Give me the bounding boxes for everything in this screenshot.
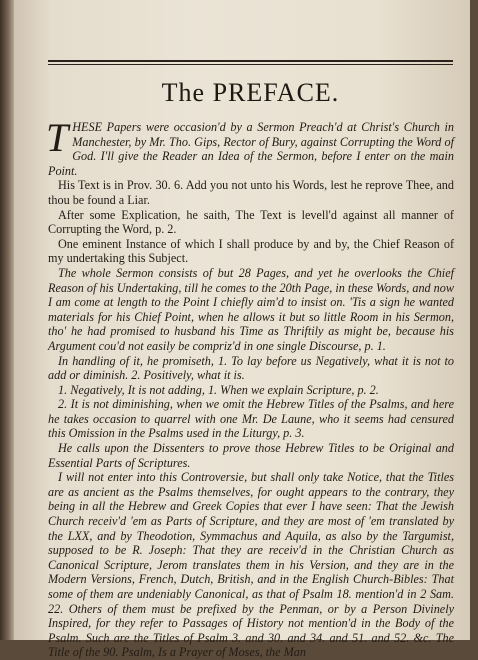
paragraph-text: After some Explication, he saith, The Text is levell'd against all manner of Corrupting the Word, p. 2.	[48, 207, 454, 237]
paragraph-text: 1. Negatively, It is not adding, 1. When we explain Scripture, p. 2.	[58, 382, 379, 397]
drop-cap: T	[46, 115, 69, 160]
header-rule-thin	[48, 64, 453, 65]
paragraph-text: His Text is in Prov. 30. 6. Add you not unto his Words, lest he reprove Thee, and thou be found a Liar.	[48, 178, 454, 207]
paragraph-text: I will not enter into this Controversie, but shall only take Notice, that the Titles are as ancient as the Psalms themselves, for ought appears to the contrary, they being in all the Hebrew and Greek Copies that ever I have seen: That the Jewish Church receiv'd 'em as Parts of Scripture, and they are most of 'em translated by the LXX, and by Theodotion, Symmachus and Aquila, as also by the Targumist, supposed to be R. Joseph: That they are receiv'd in the Christian Church as Canonical Scripture, Jerom translates them in his Version, and they are in the Modern Versions, French, Dutch, British, and in the English Church-Bibles: That some of them are undeniably Canonical, as that of Psalm 18. mention'd in 2 Sam. 22. Others of them must be prefixed by the Penman, or by a Person Divinely Inspired, for they refer to Passages of History not mention'd in the Body of the Psalm. Such are the Titles of Psalm 3. and 30. and 34. and 51. and 52. &c. The Title of the 90. Psalm, Is a Prayer of Moses, the Man	[48, 470, 454, 660]
paragraph-text: One eminent Instance of which I shall produce by and by, the Chief Reason of my undertaking this Subject.	[48, 236, 454, 266]
paragraph-2	[48, 178, 454, 207]
paragraph-4	[48, 237, 454, 266]
paragraph-text: He calls upon the Dissenters to prove those Hebrew Titles to be Original and Essential Parts of Scriptures.	[48, 441, 454, 470]
preface-text	[46, 115, 454, 660]
paragraph-text: In handling of it, he promiseth, 1. To lay before us Negatively, what it is not to add or diminish. 2. Positively, what it is.	[48, 353, 454, 383]
paragraph-6	[48, 354, 454, 383]
book-page	[14, 0, 470, 660]
page-title: The PREFACE.	[161, 78, 340, 107]
paragraph-3	[48, 208, 454, 237]
book-gutter	[0, 0, 14, 640]
paragraph-9	[48, 441, 454, 470]
paragraph-text: 2. It is not diminishing, when we omit the Hebrew Titles of the Psalms, and here he takes occasion to quarrel with one Mr. De Laune, who it seems had censured this Omission in the Psalms used in the Liturgy, p. 3.	[48, 397, 454, 441]
paragraph-7	[48, 383, 454, 398]
paragraph-text: HESE Papers were occasion'd by a Sermon Preach'd at Christ's Church in Manchester, by Mr. Tho. Gips, Rector of Bury, against Corrupting the Word of God. I'll give the Reader an Idea of the Sermon, before I enter on the main Point.	[48, 120, 454, 178]
header-rule-thick	[48, 60, 453, 62]
paragraph-10	[48, 470, 454, 660]
paragraph-text: The whole Sermon consists of but 28 Pages, and yet he overlooks the Chief Reason of his Undertaking, till he comes to the 20th Page, in these Words, and now I am come at length to the Point I chiefly aim'd to insist on. 'Tis a sign he wanted materials for his Chief Point, when he allows it but so little Room in his Sermon, tho' he had promised to husband his Time as Thriftily as might be, because his Argument cou'd not easily be compriz'd in one single Discourse, p. 1.	[48, 265, 454, 353]
paragraph-1	[46, 115, 454, 178]
paragraph-8	[48, 397, 454, 441]
paragraph-5	[48, 266, 454, 354]
